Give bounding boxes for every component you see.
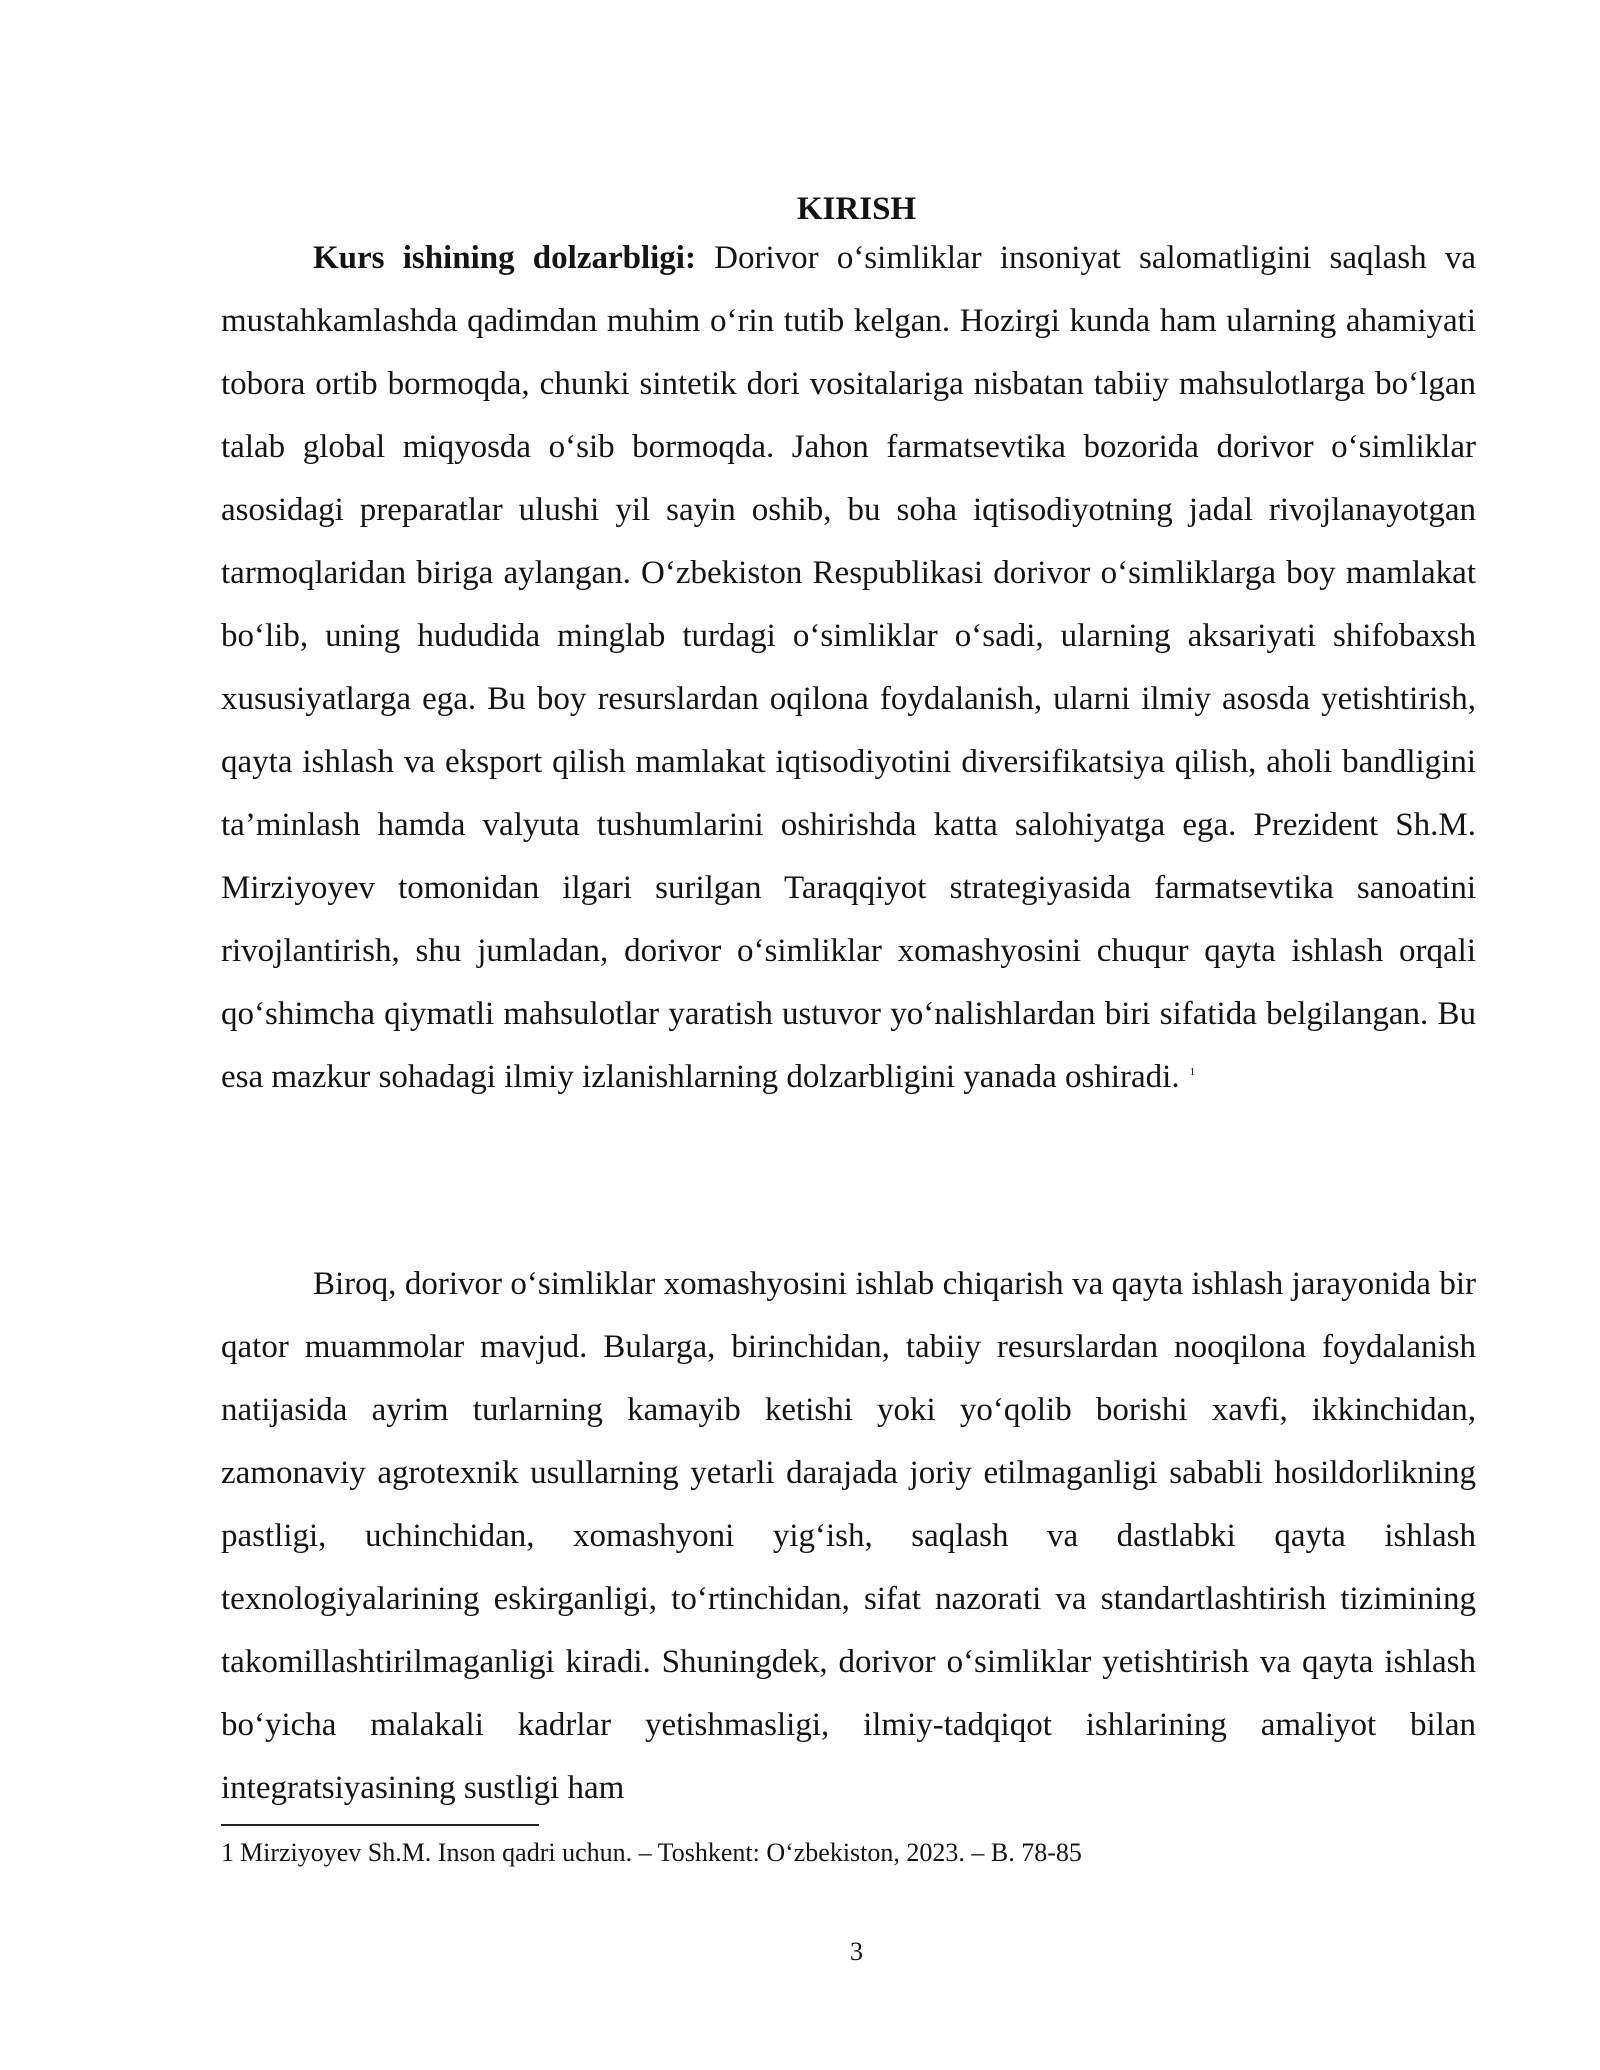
page-number: 3 xyxy=(850,1937,863,1966)
paragraph-problems: Biroq, dorivor o‘simliklar xomashyosini ishlab chiqarish va qayta ishlash jarayonida bir qator muammolar mavjud. Bularga, birinchidan, tabiiy resurslardan nooqilona foydalanish natijasida ayrim turlarning kamayib ketishi yoki yo‘qolib borishi xavfi, ikkinchidan, zamonaviy agrotexnik usullarning yetarli darajada joriy etilmaganligi sababli hosildorlikning pastligi, uchinchidan, xomashyoni yig‘ish, saqlash va dastlabki qayta ishlash texnologiyalarining eskirganligi, to‘rtinchidan, sifat nazorati va standartlashtirish tizimining takomillashtirilmaganligi kiradi. Shuningdek, dorivor o‘simliklar yetishtirish va qayta ishlash bo‘yicha malakali kadrlar yetishmasligi, ilmiy-tadqiqot ishlarining amaliyot bilan integratsiyasining sustligi ham xyxy=(221,1266,1476,1806)
section-title: KIRISH xyxy=(796,191,917,227)
paragraph-relevance xyxy=(221,227,1476,1109)
footnote-separator xyxy=(221,1824,539,1826)
paragraph-lead: Kurs ishining dolzarbligi: xyxy=(313,240,696,276)
footnote-text: Mirziyoyev Sh.M. Inson qadri uchun. – Toshkent: O‘zbekiston, 2023. – B. 78-85 xyxy=(240,1838,1082,1867)
footnote-reference[interactable]: 1 xyxy=(1189,1066,1196,1078)
paragraph-body: Dorivor o‘simliklar insoniyat salomatligini saqlash va mustahkamlashda qadimdan muhim o‘rin tutib kelgan. Hozirgi kunda ham ularning ahamiyati tobora ortib bormoqda, chunki sintetik dori vositalariga nisbatan tabiiy mahsulotlarga bo‘lgan talab global miqyosda o‘sib bormoqda. Jahon farmatsevtika bozorida dorivor o‘simliklar asosidagi preparatlar ulushi yil sayin oshib, bu soha iqtisodiyotning jadal rivojlanayotgan tarmoqlaridan biriga aylangan. O‘zbekiston Respublikasi dorivor o‘simliklarga boy mamlakat bo‘lib, uning hududida minglab turdagi o‘simliklar o‘sadi, ularning aksariyati shifobaxsh xususiyatlarga ega. Bu boy resurslardan oqilona foydalanish, ularni ilmiy asosda yetishtirish, qayta ishlash va eksport qilish mamlakat iqtisodiyotini diversifikatsiya qilish, aholi bandligini ta’minlash hamda valyuta tushumlarini oshirishda katta salohiyatga ega. Prezident Sh.M. Mirziyoyev tomonidan ilgari surilgan Taraqqiyot strategiyasida farmatsevtika sanoatini rivojlantirish, shu jumladan, dorivor o‘simliklar xomashyosini chuqur qayta ishlash orqali qo‘shimcha qiymatli mahsulotlar yaratish ustuvor yo‘nalishlardan biri sifatida belgilangan. Bu esa mazkur sohadagi ilmiy izlanishlarning dolzarbligini yanada oshiradi. xyxy=(221,240,1476,1095)
footnote-number: 1 xyxy=(221,1838,234,1867)
footnote xyxy=(221,1836,1476,1870)
